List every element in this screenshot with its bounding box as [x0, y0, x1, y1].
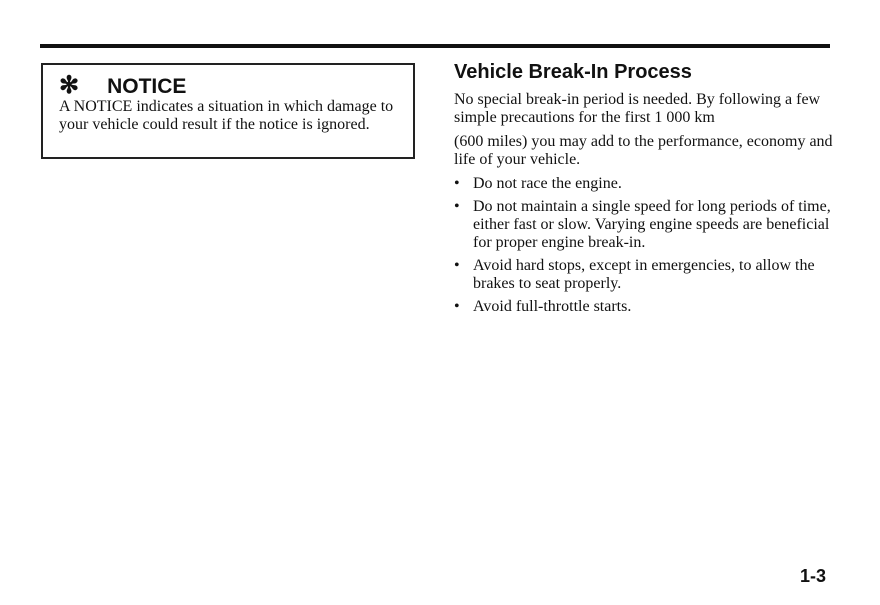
list-item-text: Do not maintain a single speed for long periods of time, either fast or slow. Varying engine speeds are beneficial for proper engine break-in.: [473, 198, 831, 251]
bullet-list: [454, 175, 834, 316]
list-item: [454, 257, 834, 293]
list-item-text: Avoid hard stops, except in emergencies, to allow the brakes to seat properly.: [473, 257, 815, 292]
list-item-text: Do not race the engine.: [473, 175, 622, 192]
break-in-section: [454, 60, 834, 321]
notice-title: NOTICE: [107, 75, 187, 98]
list-item-text: Avoid full-throttle starts.: [473, 298, 632, 315]
bullet-icon: •: [454, 175, 460, 192]
paragraph: (600 miles) you may add to the performance, economy and life of your vehicle.: [454, 133, 833, 168]
notice-box: [41, 63, 415, 159]
page-number: 1-3: [800, 566, 827, 586]
header-rule: [40, 44, 830, 48]
list-item: [454, 298, 834, 316]
notice-heading: [59, 71, 186, 100]
bullet-icon: •: [454, 298, 460, 315]
section-title: Vehicle Break-In Process: [454, 61, 692, 83]
notice-body: A NOTICE indicates a situation in which damage to your vehicle could result if the notice is ignored.: [59, 98, 394, 133]
paragraph: No special break-in period is needed. By following a few simple precautions for the first 1 000 km: [454, 91, 821, 126]
bullet-icon: •: [454, 198, 460, 215]
bullet-icon: •: [454, 257, 460, 274]
list-item: [454, 175, 834, 193]
list-item: [454, 198, 834, 252]
asterisk-icon: ✻: [59, 72, 80, 99]
